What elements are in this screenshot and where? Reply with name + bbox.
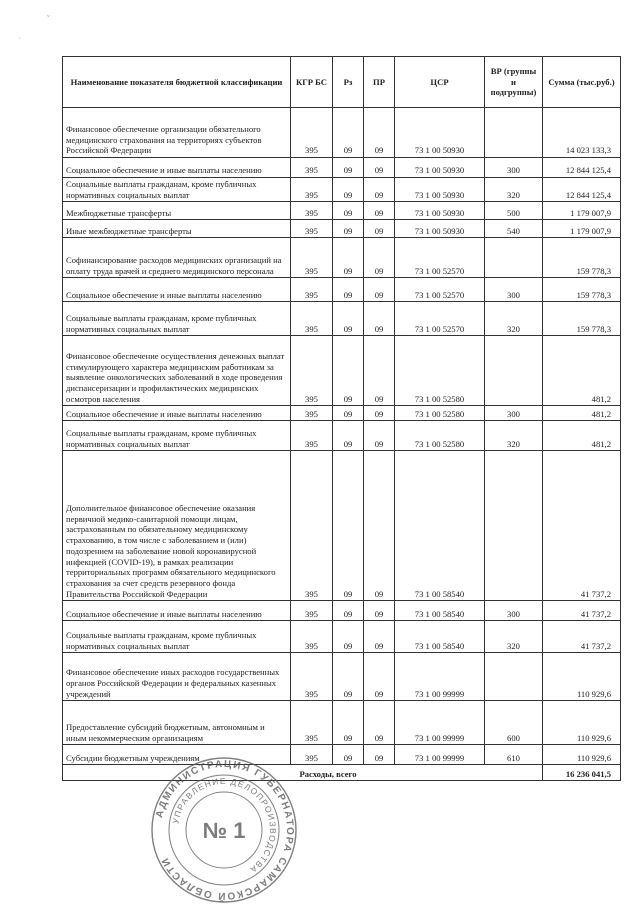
cell-pr: 09 bbox=[364, 451, 395, 601]
table-row bbox=[63, 621, 621, 653]
header-vr: ВР (группы и подгруппы) bbox=[485, 57, 543, 108]
cell-sum: 481,2 bbox=[543, 336, 621, 406]
cell-vr: 320 bbox=[485, 421, 543, 451]
table-row bbox=[63, 701, 621, 745]
cell-rz: 09 bbox=[333, 202, 364, 220]
table-row bbox=[63, 653, 621, 701]
header-rz: Рз bbox=[333, 57, 364, 108]
cell-pr: 09 bbox=[364, 745, 395, 765]
table-row bbox=[63, 238, 621, 278]
table-row bbox=[63, 336, 621, 406]
cell-sum: 481,2 bbox=[543, 421, 621, 451]
cell-pr: 09 bbox=[364, 421, 395, 451]
cell-sum: 481,2 bbox=[543, 406, 621, 421]
cell-csr: 73 1 00 52580 bbox=[395, 421, 485, 451]
cell-sum: 159 778,3 bbox=[543, 302, 621, 336]
cell-csr: 73 1 00 58540 bbox=[395, 451, 485, 601]
cell-kgrbs: 395 bbox=[291, 653, 333, 701]
cell-kgrbs: 395 bbox=[291, 202, 333, 220]
cell-vr bbox=[485, 336, 543, 406]
header-pr: ПР bbox=[364, 57, 395, 108]
cell-csr: 73 1 00 99999 bbox=[395, 745, 485, 765]
cell-pr: 09 bbox=[364, 108, 395, 158]
seal-number: № 1 bbox=[202, 818, 246, 843]
cell-name: Иные межбюджетные трансферты bbox=[63, 220, 291, 238]
cell-kgrbs: 395 bbox=[291, 451, 333, 601]
cell-csr: 73 1 00 52570 bbox=[395, 278, 485, 302]
cell-name: Социальные выплаты гражданам, кроме публичных нормативных социальных выплат bbox=[63, 302, 291, 336]
cell-csr: 73 1 00 52570 bbox=[395, 238, 485, 278]
cell-pr: 09 bbox=[364, 621, 395, 653]
seal-outer-text: АДМИНИСТРАЦИЯ ГУБЕРНАТОРА САМАРСКОЙ ОБЛАСТИ bbox=[154, 758, 296, 902]
cell-csr: 73 1 00 50930 bbox=[395, 178, 485, 202]
cell-sum: 41 737,2 bbox=[543, 451, 621, 601]
cell-pr: 09 bbox=[364, 238, 395, 278]
cell-name: Социальное обеспечение и иные выплаты населению bbox=[63, 158, 291, 178]
cell-pr: 09 bbox=[364, 178, 395, 202]
cell-rz: 09 bbox=[333, 406, 364, 421]
cell-vr: 300 bbox=[485, 406, 543, 421]
cell-rz: 09 bbox=[333, 601, 364, 621]
table-row bbox=[63, 220, 621, 238]
table-row bbox=[63, 745, 621, 765]
cell-name: Субсидии бюджетным учреждениям bbox=[63, 745, 291, 765]
cell-csr: 73 1 00 58540 bbox=[395, 601, 485, 621]
cell-rz: 09 bbox=[333, 108, 364, 158]
header-sum: Сумма (тыс.руб.) bbox=[543, 57, 621, 108]
cell-kgrbs: 395 bbox=[291, 178, 333, 202]
cell-pr: 09 bbox=[364, 406, 395, 421]
cell-name: Финансовое обеспечение осуществления денежных выплат стимулирующего характера медицинским работникам за выявление онкологических заболеваний в ходе проведения диспансеризации и профилактических медицинских осмотров населения bbox=[63, 336, 291, 406]
cell-kgrbs: 395 bbox=[291, 336, 333, 406]
table-row bbox=[63, 601, 621, 621]
cell-csr: 73 1 00 52580 bbox=[395, 406, 485, 421]
cell-rz: 09 bbox=[333, 421, 364, 451]
header-csr: ЦСР bbox=[395, 57, 485, 108]
cell-pr: 09 bbox=[364, 653, 395, 701]
table-row bbox=[63, 421, 621, 451]
cell-sum: 159 778,3 bbox=[543, 238, 621, 278]
cell-sum: 1 179 007,9 bbox=[543, 220, 621, 238]
cell-vr bbox=[485, 653, 543, 701]
cell-kgrbs: 395 bbox=[291, 302, 333, 336]
cell-name: Финансовое обеспечение организации обязательного медицинского страхования на территориях субъектов Российской Федерации bbox=[63, 108, 291, 158]
official-seal bbox=[148, 754, 300, 906]
cell-sum: 110 929,6 bbox=[543, 701, 621, 745]
cell-sum: 159 778,3 bbox=[543, 278, 621, 302]
cell-sum: 14 023 133,3 bbox=[543, 108, 621, 158]
total-row bbox=[63, 765, 621, 781]
cell-sum: 1 179 007,9 bbox=[543, 202, 621, 220]
cell-kgrbs: 395 bbox=[291, 601, 333, 621]
cell-vr: 540 bbox=[485, 220, 543, 238]
cell-vr bbox=[485, 451, 543, 601]
total-label: Расходы, всего bbox=[63, 765, 543, 781]
cell-name: Социальное обеспечение и иные выплаты населению bbox=[63, 406, 291, 421]
table-row bbox=[63, 158, 621, 178]
cell-pr: 09 bbox=[364, 336, 395, 406]
cell-sum: 41 737,2 bbox=[543, 601, 621, 621]
table-row bbox=[63, 108, 621, 158]
cell-rz: 09 bbox=[333, 158, 364, 178]
cell-pr: 09 bbox=[364, 278, 395, 302]
cell-pr: 09 bbox=[364, 220, 395, 238]
cell-sum: 110 929,6 bbox=[543, 653, 621, 701]
cell-pr: 09 bbox=[364, 302, 395, 336]
cell-vr: 320 bbox=[485, 302, 543, 336]
cell-kgrbs: 395 bbox=[291, 238, 333, 278]
cell-rz: 09 bbox=[333, 621, 364, 653]
cell-kgrbs: 395 bbox=[291, 421, 333, 451]
cell-kgrbs: 395 bbox=[291, 701, 333, 745]
cell-name: Межбюджетные трансферты bbox=[63, 202, 291, 220]
cell-csr: 73 1 00 50930 bbox=[395, 220, 485, 238]
cell-pr: 09 bbox=[364, 158, 395, 178]
cell-vr: 300 bbox=[485, 278, 543, 302]
table-row bbox=[63, 406, 621, 421]
cell-vr: 500 bbox=[485, 202, 543, 220]
table-header-row bbox=[63, 57, 621, 108]
cell-kgrbs: 395 bbox=[291, 621, 333, 653]
cell-kgrbs: 395 bbox=[291, 406, 333, 421]
cell-name: Софинансирование расходов медицинских организаций на оплату труда врачей и среднего медицинского персонала bbox=[63, 238, 291, 278]
cell-csr: 73 1 00 50930 bbox=[395, 158, 485, 178]
table-row bbox=[63, 278, 621, 302]
table-body bbox=[63, 108, 621, 781]
seal-inner-text: УПРАВЛЕНИЕ ДЕЛОПРОИЗВОДСТВА bbox=[170, 775, 279, 876]
table-row bbox=[63, 451, 621, 601]
cell-vr: 320 bbox=[485, 178, 543, 202]
total-sum: 16 236 041,5 bbox=[543, 765, 621, 781]
cell-vr: 600 bbox=[485, 701, 543, 745]
cell-sum: 12 844 125,4 bbox=[543, 158, 621, 178]
cell-rz: 09 bbox=[333, 178, 364, 202]
cell-name: Социальные выплаты гражданам, кроме публичных нормативных социальных выплат bbox=[63, 178, 291, 202]
table-row bbox=[63, 302, 621, 336]
cell-rz: 09 bbox=[333, 701, 364, 745]
cell-vr bbox=[485, 108, 543, 158]
cell-csr: 73 1 00 50930 bbox=[395, 108, 485, 158]
cell-name: Социальные выплаты гражданам, кроме публичных нормативных социальных выплат bbox=[63, 621, 291, 653]
cell-csr: 73 1 00 58540 bbox=[395, 621, 485, 653]
scan-speck: ˙ bbox=[18, 36, 21, 45]
cell-vr: 320 bbox=[485, 621, 543, 653]
cell-rz: 09 bbox=[333, 653, 364, 701]
cell-rz: 09 bbox=[333, 451, 364, 601]
cell-kgrbs: 395 bbox=[291, 278, 333, 302]
cell-sum: 41 737,2 bbox=[543, 621, 621, 653]
cell-csr: 73 1 00 99999 bbox=[395, 701, 485, 745]
cell-pr: 09 bbox=[364, 202, 395, 220]
cell-kgrbs: 395 bbox=[291, 745, 333, 765]
cell-rz: 09 bbox=[333, 278, 364, 302]
cell-rz: 09 bbox=[333, 302, 364, 336]
cell-name: Предоставление субсидий бюджетным, автономным и иным некоммерческим организациям bbox=[63, 701, 291, 745]
cell-kgrbs: 395 bbox=[291, 108, 333, 158]
cell-sum: 12 844 125,4 bbox=[543, 178, 621, 202]
cell-rz: 09 bbox=[333, 336, 364, 406]
header-name: Наименование показателя бюджетной классификации bbox=[63, 57, 291, 108]
cell-rz: 09 bbox=[333, 745, 364, 765]
cell-name: Социальное обеспечение и иные выплаты населению bbox=[63, 601, 291, 621]
cell-pr: 09 bbox=[364, 601, 395, 621]
cell-csr: 73 1 00 52570 bbox=[395, 302, 485, 336]
cell-csr: 73 1 00 50930 bbox=[395, 202, 485, 220]
table-row bbox=[63, 202, 621, 220]
scan-speck: ˇ bbox=[47, 14, 50, 23]
cell-csr: 73 1 00 52580 bbox=[395, 336, 485, 406]
cell-kgrbs: 395 bbox=[291, 220, 333, 238]
cell-rz: 09 bbox=[333, 238, 364, 278]
cell-sum: 110 929,6 bbox=[543, 745, 621, 765]
cell-kgrbs: 395 bbox=[291, 158, 333, 178]
budget-table bbox=[62, 56, 621, 781]
table-row bbox=[63, 178, 621, 202]
cell-vr: 300 bbox=[485, 601, 543, 621]
cell-name: Социальное обеспечение и иные выплаты населению bbox=[63, 278, 291, 302]
cell-name: Финансовое обеспечение иных расходов государственных органов Российской Федерации и федеральных казенных учреждений bbox=[63, 653, 291, 701]
cell-vr bbox=[485, 238, 543, 278]
cell-csr: 73 1 00 99999 bbox=[395, 653, 485, 701]
cell-pr: 09 bbox=[364, 701, 395, 745]
header-kgrbs: КГР БС bbox=[291, 57, 333, 108]
cell-rz: 09 bbox=[333, 220, 364, 238]
cell-vr: 610 bbox=[485, 745, 543, 765]
cell-name: Социальные выплаты гражданам, кроме публичных нормативных социальных выплат bbox=[63, 421, 291, 451]
cell-name: Дополнительное финансовое обеспечение оказания первичной медико-санитарной помощи лицам, застрахованным по обязательному медицинскому страхованию, в том числе с заболеванием и (или) подозрением на заболевание новой коронавирусной инфекцией (COVID-19), в рамках реализации территориальных программ обязательного медицинского страхования за счет средств резервного фонда Правительства Российской Федерации bbox=[63, 451, 291, 601]
cell-vr: 300 bbox=[485, 158, 543, 178]
